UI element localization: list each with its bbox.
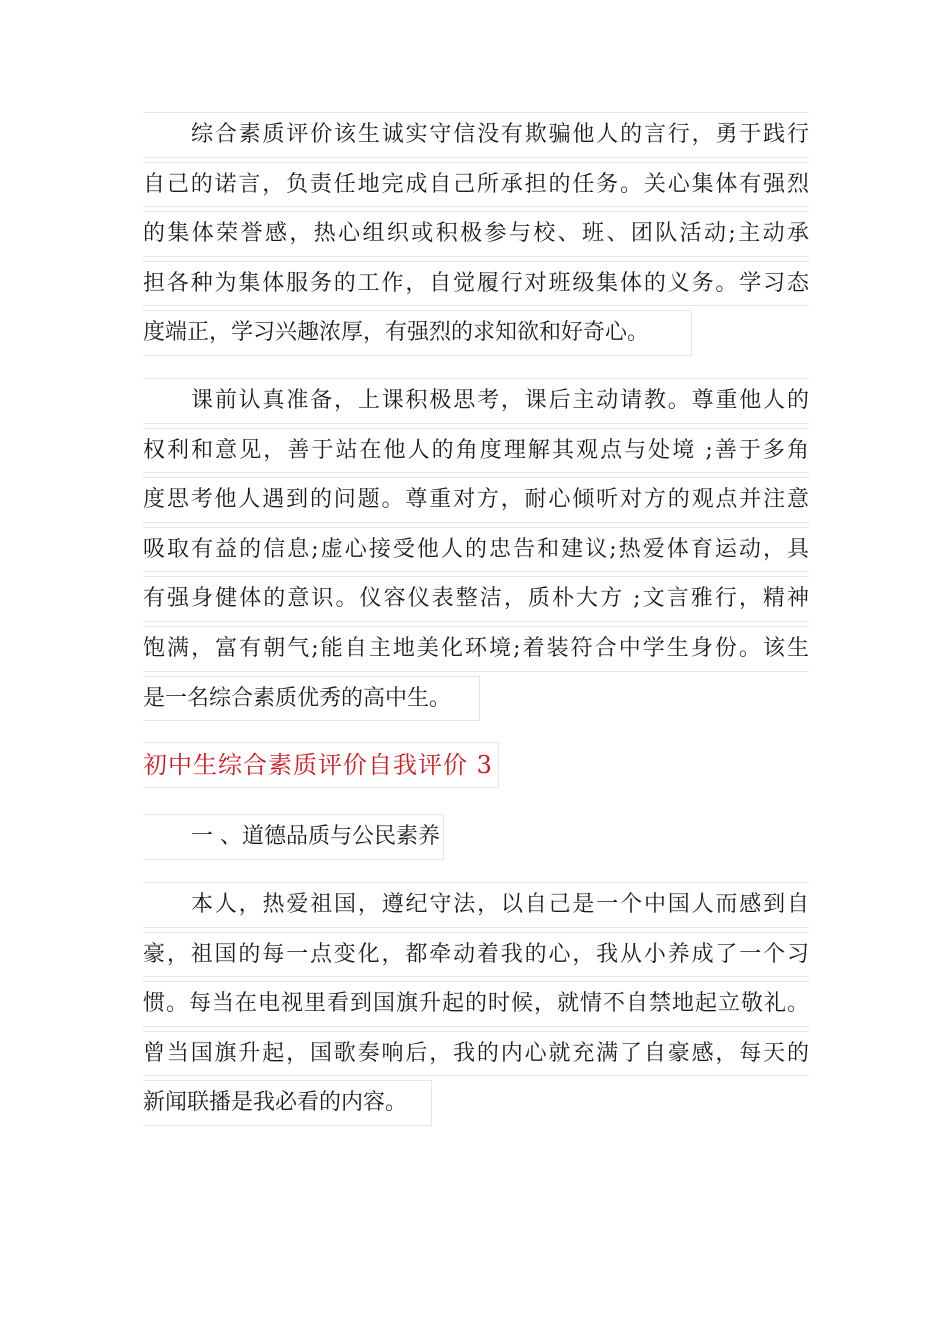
text-line: 有强身健体的意识。仪容仪表整洁，质朴大方 ;文言雅行，精神 xyxy=(143,574,809,624)
paragraph-self-evaluation xyxy=(143,880,809,1128)
text-line: 新闻联播是我必看的内容。 xyxy=(143,1078,809,1128)
text-line: 饱满，富有朝气;能自主地美化环境;着装符合中学生身份。该生 xyxy=(143,624,809,674)
text-line: 权利和意见，善于站在他人的角度理解其观点与处境 ;善于多角 xyxy=(143,426,809,476)
text-line: 度端正，学习兴趣浓厚，有强烈的求知欲和好奇心。 xyxy=(143,308,809,358)
section-heading: 初中生综合素质评价自我评价 3 xyxy=(143,740,499,790)
text-line: 的集体荣誉感，热心组织或积极参与校、班、团队活动;主动承 xyxy=(143,209,809,259)
paragraph-evaluation-2 xyxy=(143,376,809,723)
text-line: 本人，热爱祖国，遵纪守法，以自己是一个中国人而感到自 xyxy=(143,880,809,930)
text-line: 曾当国旗升起，国歌奏响后，我的内心就充满了自豪感，每天的 xyxy=(143,1029,809,1079)
subsection-heading: 一 、道德品质与公民素养 xyxy=(143,812,444,862)
text-line: 综合素质评价该生诚实守信没有欺骗他人的言行，勇于践行 xyxy=(143,110,809,160)
text-line: 惯。每当在电视里看到国旗升起的时候，就情不自禁地起立敬礼。 xyxy=(143,979,809,1029)
text-line: 度思考他人遇到的问题。尊重对方，耐心倾听对方的观点并注意 xyxy=(143,475,809,525)
text-line: 豪，祖国的每一点变化，都牵动着我的心，我从小养成了一个习 xyxy=(143,930,809,980)
text-line: 自己的诺言，负责任地完成自己所承担的任务。关心集体有强烈 xyxy=(143,160,809,210)
text-line: 课前认真准备，上课积极思考，课后主动请教。尊重他人的 xyxy=(143,376,809,426)
text-line: 担各种为集体服务的工作，自觉履行对班级集体的义务。学习态 xyxy=(143,259,809,309)
paragraph-evaluation-1 xyxy=(143,110,809,358)
text-line: 吸取有益的信息;虚心接受他人的忠告和建议;热爱体育运动，具 xyxy=(143,525,809,575)
text-line: 是一名综合素质优秀的高中生。 xyxy=(143,674,809,724)
